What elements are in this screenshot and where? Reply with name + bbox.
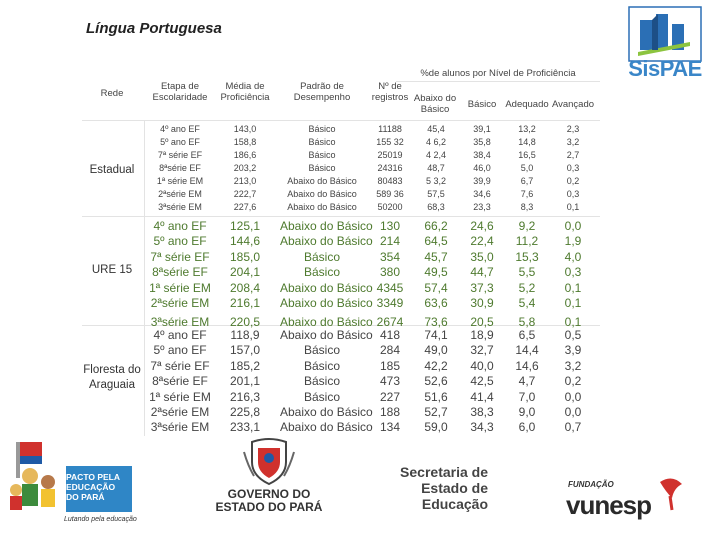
cell-abaixo: 68,3 (427, 202, 445, 212)
page-title: Língua Portuguesa (86, 20, 222, 37)
header-rede: Rede (100, 88, 124, 99)
cell-etapa: 1ª série EM (156, 176, 204, 186)
cell-media: 225,8 (229, 405, 261, 419)
cell-padrao: Básico (308, 163, 336, 173)
cell-padrao: Abaixo do Básico (280, 328, 373, 342)
vunesp-logo (566, 436, 696, 536)
cell-registros: 50200 (377, 202, 403, 212)
cell-etapa: 1ª série EM (149, 389, 211, 404)
cell-avancado: 0,0 (564, 389, 582, 404)
cell-avancado: 0,3 (566, 189, 580, 199)
cell-avancado: 0,3 (566, 163, 580, 173)
cell-registros: 11188 (378, 124, 402, 134)
cell-basico: 22,4 (470, 234, 494, 249)
cell-etapa: 7ª série EF (150, 358, 210, 373)
cell-media: 158,8 (233, 137, 257, 147)
cell-avancado: 0,1 (564, 280, 582, 295)
cell-basico: 20,5 (470, 315, 494, 330)
cell-avancado: 0,7 (564, 420, 582, 435)
cell-adequado: 7,0 (518, 389, 536, 404)
cell-abaixo: 45,7 (424, 249, 448, 264)
cell-adequado: 5,0 (520, 163, 534, 173)
cell-padrao: Abaixo do Básico (280, 315, 373, 330)
cell-adequado: 14,8 (518, 137, 536, 147)
cell-media: 203,2 (233, 163, 257, 173)
cell-registros: 134 (379, 420, 401, 435)
cell-media: 144,6 (229, 234, 261, 249)
header-adequado: Adequado (505, 99, 549, 110)
cell-registros: 130 (379, 219, 401, 233)
cell-etapa: 2ªsérie EM (150, 296, 210, 310)
vunesp-bird-icon (656, 474, 686, 514)
cell-etapa: 7ª série EF (150, 249, 210, 264)
cell-padrao: Básico (303, 249, 341, 264)
cell-media: 227,6 (233, 202, 257, 212)
cell-etapa: 1ª série EM (149, 280, 211, 295)
sispae-logo-icon (628, 6, 702, 62)
cell-etapa: 2ªsérie EM (158, 189, 202, 199)
cell-etapa: 8ªsérie EF (152, 374, 208, 389)
cell-basico: 42,5 (470, 374, 494, 389)
vunesp-small: FUNDAÇÃO (568, 480, 614, 489)
cell-etapa: 4º ano EF (153, 328, 207, 342)
cell-basico: 34,3 (470, 420, 494, 435)
cell-registros: 155 32 (376, 137, 404, 147)
header-registros: Nº de registros (371, 81, 409, 103)
cell-etapa: 7ª série EF (157, 150, 203, 160)
cell-abaixo: 45,4 (427, 124, 445, 134)
cell-abaixo: 4 6,2 (425, 137, 447, 147)
header-basico: Básico (467, 99, 497, 110)
cell-avancado: 2,3 (566, 124, 580, 134)
cell-adequado: 4,7 (518, 374, 536, 389)
cell-registros: 185 (379, 358, 401, 373)
cell-avancado: 0,1 (566, 202, 580, 212)
cell-basico: 24,6 (470, 219, 494, 233)
cell-padrao: Abaixo do Básico (280, 420, 373, 435)
cell-etapa: 5º ano EF (153, 343, 207, 358)
governo-line-2: ESTADO DO PARÁ (215, 500, 323, 514)
governo-line-1: GOVERNO DO (227, 487, 311, 501)
cell-avancado: 2,7 (566, 150, 580, 160)
cell-registros: 214 (379, 234, 401, 249)
pacto-tagline: Lutando pela educação (64, 516, 137, 523)
cell-basico: 39,1 (473, 124, 491, 134)
cell-basico: 46,0 (473, 163, 491, 173)
cell-adequado: 8,3 (520, 202, 534, 212)
cell-avancado: 0,0 (564, 219, 582, 233)
cell-etapa: 8ªsérie EF (152, 265, 208, 280)
cell-padrao: Abaixo do Básico (280, 280, 373, 295)
cell-media: 213,0 (233, 176, 257, 186)
secretaria-line-3: Educação (421, 496, 488, 512)
cell-adequado: 5,2 (518, 280, 536, 295)
cell-padrao: Básico (303, 343, 341, 358)
cell-media: 208,4 (229, 280, 261, 295)
cell-padrao: Básico (303, 389, 341, 404)
header-etapa: Etapa de Escolaridade (152, 81, 208, 103)
cell-media: 186,6 (233, 150, 257, 160)
cell-basico: 34,6 (473, 189, 491, 199)
cell-registros: 380 (379, 265, 401, 280)
cell-registros: 473 (379, 374, 401, 389)
header-abaixo: Abaixo do Básico (413, 93, 457, 115)
cell-padrao: Básico (303, 265, 341, 280)
cell-avancado: 0,0 (564, 405, 582, 419)
cell-abaixo: 73,6 (424, 315, 448, 330)
cell-etapa: 3ªsérie EM (158, 202, 202, 212)
cell-basico: 40,0 (470, 358, 494, 373)
cell-basico: 41,4 (470, 389, 494, 404)
cell-padrao: Básico (308, 124, 336, 134)
cell-adequado: 13,2 (518, 124, 536, 134)
cell-avancado: 3,2 (564, 358, 582, 373)
pacto-line-1: PACTO PELA (66, 472, 120, 482)
cell-basico: 35,0 (470, 249, 494, 264)
cell-basico: 38,4 (473, 150, 491, 160)
governo-logo (214, 436, 324, 536)
cell-avancado: 0,1 (564, 296, 582, 310)
cell-adequado: 5,8 (518, 315, 536, 330)
cell-etapa: 4º ano EF (160, 124, 200, 134)
cell-adequado: 14,6 (515, 358, 539, 373)
cell-adequado: 6,0 (518, 420, 536, 435)
cell-padrao: Abaixo do Básico (287, 189, 357, 199)
cell-adequado: 9,2 (518, 219, 536, 233)
rede-label: URE 15 (91, 264, 133, 276)
cell-padrao: Abaixo do Básico (287, 202, 357, 212)
cell-abaixo: 4 2,4 (425, 150, 447, 160)
sispae-logo-text: SisPAE (628, 56, 702, 81)
cell-padrao: Abaixo do Básico (287, 176, 357, 186)
cell-adequado: 6,7 (520, 176, 534, 186)
cell-adequado: 14,4 (515, 343, 539, 358)
cell-abaixo: 48,7 (427, 163, 445, 173)
vunesp-name: vunesp (566, 490, 652, 520)
cell-basico: 44,7 (470, 265, 494, 280)
cell-abaixo: 57,5 (427, 189, 445, 199)
cell-avancado: 0,5 (564, 328, 582, 342)
cell-avancado: 0,2 (566, 176, 580, 186)
cell-registros: 2674 (376, 315, 404, 330)
cell-abaixo: 59,0 (424, 420, 448, 435)
cell-adequado: 16,5 (518, 150, 536, 160)
cell-abaixo: 49,0 (424, 343, 448, 358)
cell-basico: 18,9 (470, 328, 494, 342)
cell-media: 157,0 (229, 343, 261, 358)
cell-abaixo: 52,6 (424, 374, 448, 389)
secretaria-logo (396, 436, 496, 536)
cell-abaixo: 52,7 (424, 405, 448, 419)
cell-media: 185,2 (229, 358, 261, 373)
cell-basico: 35,8 (473, 137, 491, 147)
rede-label: Floresta do Araguaia (83, 364, 141, 391)
cell-etapa: 3ªsérie EM (150, 315, 210, 330)
pacto-logo (8, 436, 148, 536)
cell-media: 118,9 (230, 328, 260, 342)
cell-abaixo: 64,5 (424, 234, 448, 249)
header-avancado: Avançado (551, 99, 595, 110)
cell-basico: 23,3 (473, 202, 491, 212)
cell-media: 216,3 (229, 389, 261, 404)
pacto-line-2: EDUCAÇÃO (66, 482, 116, 492)
cell-etapa: 5º ano EF (153, 234, 207, 249)
cell-registros: 284 (379, 343, 401, 358)
cell-registros: 418 (379, 328, 401, 342)
cell-media: 185,0 (229, 249, 261, 264)
cell-abaixo: 51,6 (424, 389, 448, 404)
cell-avancado: 1,9 (564, 234, 582, 249)
cell-registros: 25019 (377, 150, 403, 160)
cell-avancado: 0,2 (564, 374, 582, 389)
cell-avancado: 0,3 (564, 265, 582, 280)
cell-abaixo: 63,6 (424, 296, 448, 310)
header-padrao: Padrão de Desempenho (293, 81, 351, 103)
cell-padrao: Básico (308, 137, 336, 147)
cell-etapa: 4º ano EF (153, 219, 207, 233)
cell-padrao: Básico (308, 150, 336, 160)
cell-padrao: Abaixo do Básico (280, 405, 373, 419)
cell-basico: 30,9 (470, 296, 494, 310)
cell-abaixo: 42,2 (424, 358, 448, 373)
governo-shield-icon (214, 436, 324, 486)
cell-media: 220,5 (229, 315, 261, 330)
cell-abaixo: 66,2 (424, 219, 448, 233)
cell-abaixo: 57,4 (424, 280, 448, 295)
cell-basico: 39,9 (473, 176, 491, 186)
cell-registros: 80483 (377, 176, 403, 186)
cell-abaixo: 5 3,2 (425, 176, 447, 186)
rede-label: Estadual (89, 164, 135, 176)
cell-media: 125,1 (229, 219, 261, 233)
cell-registros: 589 36 (376, 189, 404, 199)
cell-adequado: 11,2 (515, 234, 539, 249)
cell-media: 204,1 (229, 265, 261, 280)
cell-media: 222,7 (233, 189, 257, 199)
secretaria-line-1: Secretaria de (400, 464, 488, 480)
cell-registros: 188 (379, 405, 401, 419)
cell-padrao: Abaixo do Básico (280, 219, 373, 233)
cell-media: 143,0 (233, 124, 257, 134)
cell-avancado: 0,1 (564, 315, 582, 330)
cell-avancado: 3,9 (564, 343, 582, 358)
cell-registros: 4345 (376, 280, 404, 295)
cell-adequado: 7,6 (520, 189, 534, 199)
cell-etapa: 5º ano EF (160, 137, 200, 147)
cell-abaixo: 74,1 (424, 328, 448, 342)
cell-padrao: Básico (303, 358, 341, 373)
pacto-line-3: DO PARÁ (66, 492, 105, 502)
cell-padrao: Básico (303, 374, 341, 389)
cell-registros: 3349 (376, 296, 404, 310)
cell-registros: 24316 (377, 163, 403, 173)
cell-adequado: 9,0 (518, 405, 536, 419)
cell-etapa: 8ªsérie EF (159, 163, 201, 173)
cell-padrao: Abaixo do Básico (280, 296, 373, 310)
cell-basico: 37,3 (470, 280, 494, 295)
cell-media: 216,1 (229, 296, 261, 310)
cell-adequado: 5,5 (518, 265, 536, 280)
header-media: Média de Proficiência (220, 81, 270, 103)
cell-registros: 354 (379, 249, 401, 264)
cell-basico: 38,3 (470, 405, 494, 419)
cell-registros: 227 (379, 389, 401, 404)
cell-adequado: 15,3 (515, 249, 539, 264)
cell-avancado: 4,0 (564, 249, 582, 264)
cell-basico: 32,7 (470, 343, 494, 358)
cell-abaixo: 49,5 (424, 265, 448, 280)
cell-avancado: 3,2 (566, 137, 580, 147)
cell-adequado: 6,5 (518, 328, 536, 342)
proficiency-group-header: %de alunos por Nível de Proficiência (420, 68, 576, 79)
cell-media: 233,1 (229, 420, 261, 435)
secretaria-line-2: Estado de (421, 480, 488, 496)
cell-adequado: 5,4 (518, 296, 536, 310)
cell-padrao: Abaixo do Básico (280, 234, 373, 249)
cell-etapa: 3ªsérie EM (150, 420, 210, 435)
cell-media: 201,1 (229, 374, 261, 389)
cell-etapa: 2ªsérie EM (150, 405, 210, 419)
